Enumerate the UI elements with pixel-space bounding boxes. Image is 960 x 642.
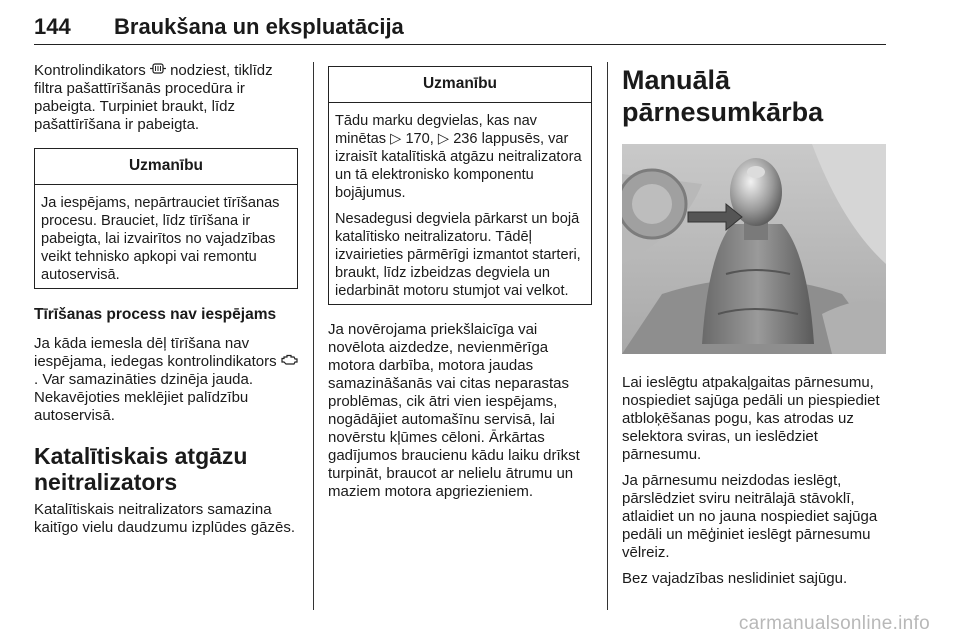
caution-box <box>328 66 592 305</box>
caution-title: Uzmanību <box>329 67 591 103</box>
caution-title: Uzmanību <box>35 149 297 185</box>
gear-shift-photo <box>622 144 886 354</box>
caution-text: Tādu marku degvielas, kas nav minētas ▷ 170, ▷ 236 lappusēs, var izraisīt katalītiskā atgāzu neitralizatora un tā elektronisko komponentu bojājumus. <box>335 113 582 201</box>
column-right <box>622 62 886 596</box>
triangle-right-icon: ▷ <box>390 131 402 147</box>
column-divider <box>313 62 314 610</box>
body-paragraph: Bez vajadzības neslidiniet sajūgu. <box>622 570 848 587</box>
section-title: Manuālā pārnesumkārba <box>622 65 824 127</box>
page-header <box>34 10 886 45</box>
column-middle <box>328 62 592 509</box>
subheading: Tīrīšanas process nav iespējams <box>34 306 277 323</box>
page-number: 144 <box>34 14 71 39</box>
catalytic-paragraph: Katalītiskais neitralizators samazina kaitīgo vielu daudzumu izplūdes gāzēs. <box>34 501 295 536</box>
column-divider <box>607 62 608 610</box>
column-left <box>34 62 298 545</box>
cleaning-paragraph: Ja kāda iemesla dēļ tīrīšana nav iespējama, iedegas kontrolindikators . Var samazināties dzinēja jauda. Nekavējoties meklējiet palīdzību autoservisā. <box>34 335 298 425</box>
caution-text: Nesadegusi degviela pārkarst un bojā katalītisko neitralizatoru. Tādēļ izvairieties pārmērīgi izmantot starteri, braukt, līdz izbeidzas degviela un iedarbināt motoru stumjot vai velkot. <box>335 211 581 299</box>
filter-warning-icon <box>150 62 166 77</box>
body-paragraph: Ja novērojama priekšlaicīga vai novēlota aizdedze, nevienmērīga motora darbība, motora jaudas samazināšanās vai citas neparastas problēmas, cik ātri vien iespējams, nogādājiet automašīnu servisā, lai novērstu kļūmes cēloni. Ārkārtas gadījumos braucienu kādu laiku drīkst turpināt, braucot ar nelielu ātrumu un maziem motora apgriezieniem. <box>328 321 580 500</box>
check-engine-icon <box>281 353 298 368</box>
watermark-text: carmanualsonline.info <box>738 613 930 634</box>
triangle-right-icon: ▷ <box>437 131 450 147</box>
caution-text: Ja iespējams, nepārtrauciet tīrīšanas procesu. Brauciet, līdz tīrīšana ir pabeigta, lai izvairītos no vajadzības veikt tehnisko apkopi vai remontu autoservisā. <box>41 195 280 283</box>
body-paragraph: Ja pārnesumu neizdodas ieslēgt, pārslēdziet sviru neitrālajā stāvoklī, atlaidiet un no jauna nospiediet sajūga pedāli un mēģiniet ieslēgt pārnesumu vēlreiz. <box>622 472 878 561</box>
body-paragraph: Lai ieslēgtu atpakaļgaitas pārnesumu, nospiediet sajūga pedāli un piespiediet atbloķēšanas pogu, kas atrodas uz selektora sviras, un ieslēdziet pārnesumu. <box>622 374 880 463</box>
intro-paragraph: Kontrolindikators nodziest, tiklīdz filtra pašattīrīšanās procedūra ir pabeigta. Turpiniet braukt, līdz pašattīrīšana ir pabeigta. <box>34 62 273 133</box>
running-head: Braukšana un ekspluatācija <box>114 14 404 39</box>
caution-box <box>34 148 298 289</box>
section-heading: Katalītiskais atgāzu neitralizators <box>34 443 248 495</box>
